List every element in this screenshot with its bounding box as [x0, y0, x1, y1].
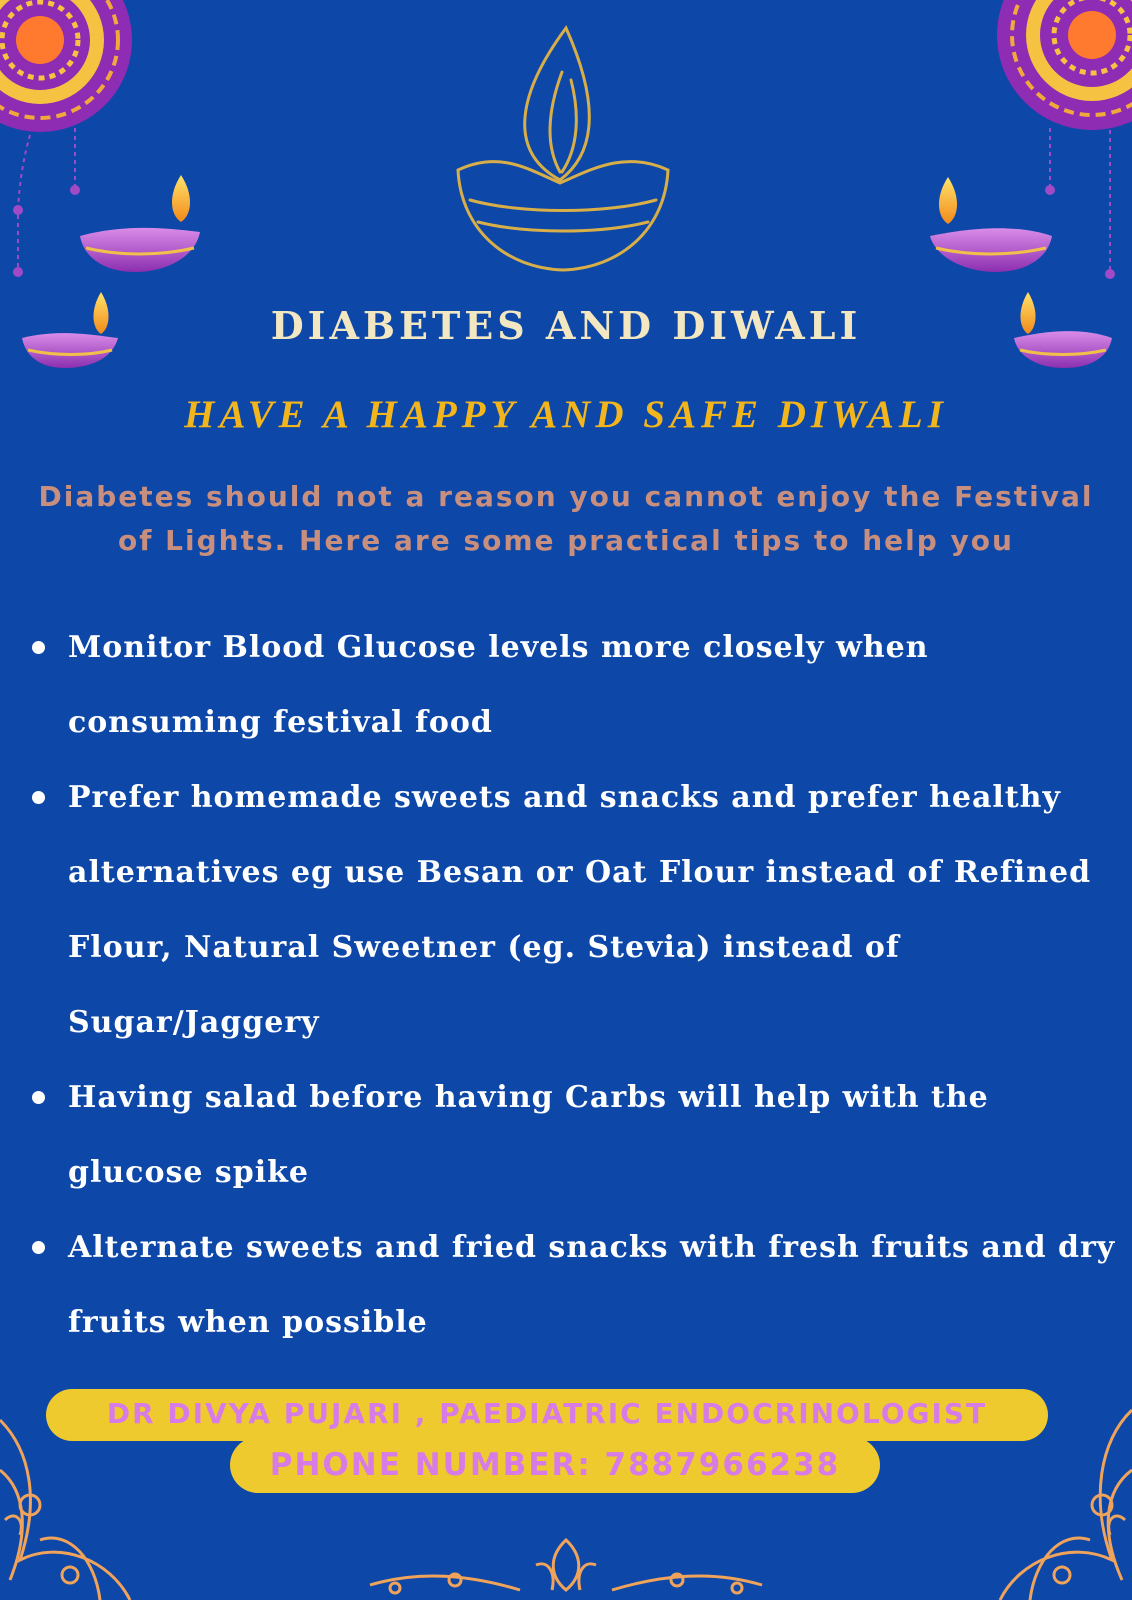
poster-title: DIABETES AND DIWALI: [270, 303, 862, 348]
bullet-icon: [32, 1241, 45, 1254]
tip-item: [28, 760, 1120, 1060]
bullet-icon: [32, 1091, 45, 1104]
tip-text: Having salad before having Carbs will help with the glucose spike: [68, 1080, 989, 1190]
phone-number: PHONE NUMBER: 7887966238: [269, 1447, 841, 1483]
poster-subtitle: HAVE A HAPPY AND SAFE DIWALI: [184, 393, 948, 436]
tip-item: [28, 610, 1120, 760]
tip-item: [28, 1210, 1120, 1360]
tip-text: Alternate sweets and fried snacks with fresh fruits and dry fruits when possible: [68, 1230, 1116, 1340]
bullet-icon: [32, 791, 45, 804]
tip-text: Monitor Blood Glucose levels more closely when consuming festival food: [68, 630, 929, 740]
diya-lamp-icon: [930, 177, 1052, 272]
ornament-bottom-center: [370, 1540, 762, 1593]
tips-list: [28, 610, 1120, 1360]
tip-item: [28, 1060, 1120, 1210]
diya-lamp-icon: [80, 175, 200, 272]
diya-outline-icon: [458, 28, 668, 270]
paisley-ornament-bottom-left: [0, 1420, 130, 1600]
intro-text: Diabetes should not a reason you cannot enjoy the Festival of Lights. Here are some practical tips to help you: [38, 480, 1094, 557]
bullet-icon: [32, 641, 45, 654]
tip-text: Prefer homemade sweets and snacks and prefer healthy alternatives eg use Besan or Oat Flour instead of Refined Flour, Natural Sweetner (eg. Stevia) instead of Sugar/Jaggery: [68, 780, 1092, 1040]
doctor-name: DR DIVYA PUJARI , PAEDIATRIC ENDOCRINOLOGIST: [106, 1397, 988, 1430]
